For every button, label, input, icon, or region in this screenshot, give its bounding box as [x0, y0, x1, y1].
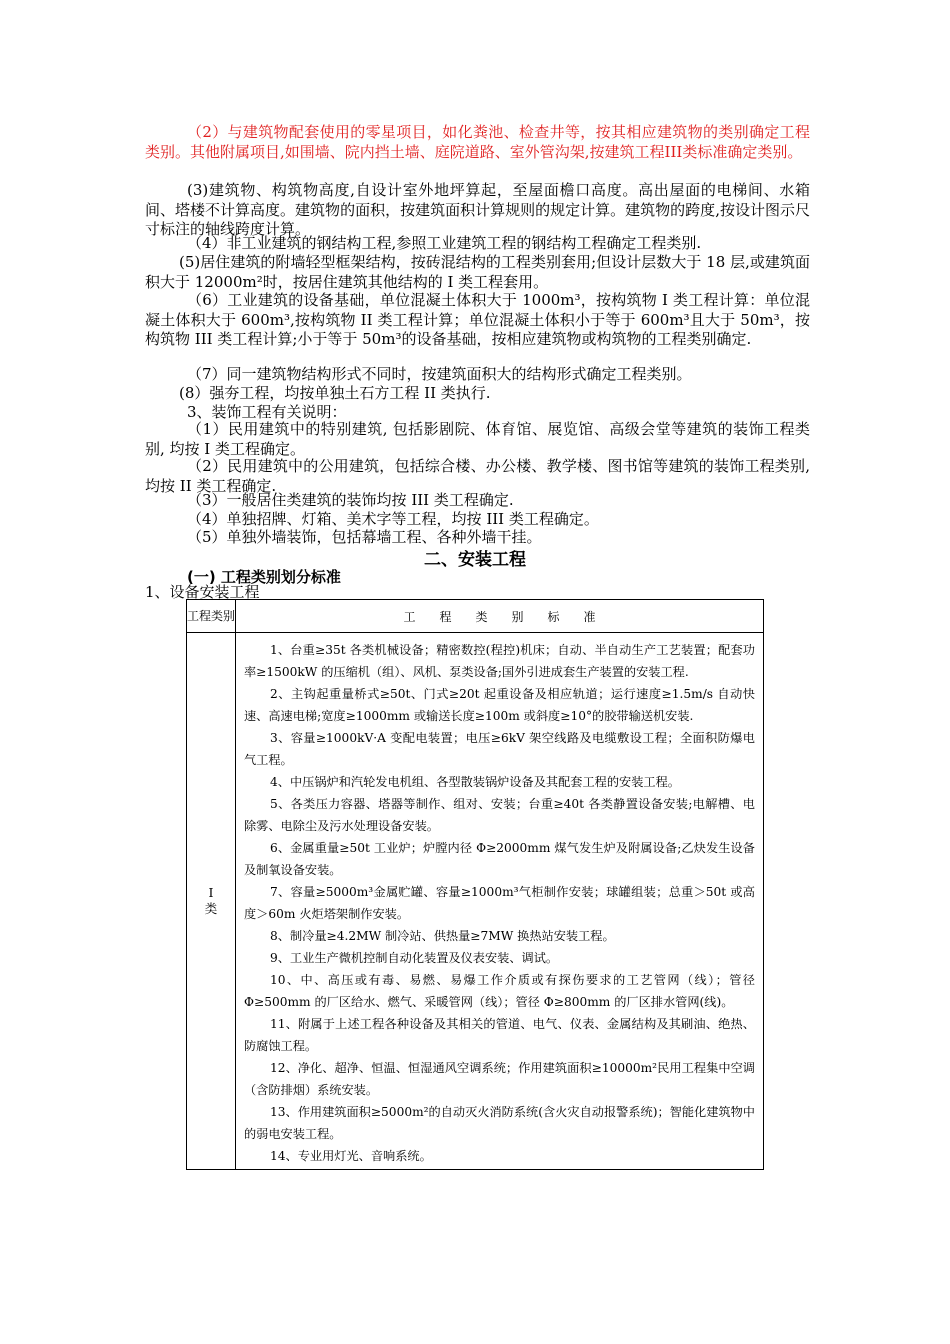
header-standard	[236, 600, 764, 633]
header-char: 准	[583, 609, 596, 624]
table-header-row	[187, 600, 764, 633]
paragraph-3: (3)建筑物、构筑物高度,自设计室外地坪算起，至屋面檐口高度。高出屋面的电梯间、水箱间、塔楼不计算高度。建筑物的面积，按建筑面积计算规则的规定计算。建筑物的跨度,按设计图示尺寸标注的轴线跨度计算。	[145, 181, 810, 238]
header-char: 标	[547, 609, 560, 624]
table-row	[187, 633, 764, 1170]
item-heading: 1、设备安装工程	[145, 583, 260, 601]
criteria-item: 1、台重≥35t 各类机械设备；精密数控(程控)机床；自动、半自动生产工艺装置；配套功率≥1500kW 的压缩机（组）、风机、泵类设备;国外引进成套生产装置的安装工程.	[244, 643, 755, 679]
category-cell	[187, 633, 236, 1170]
section-heading: 二、安装工程	[424, 550, 526, 570]
paragraph-6: （6）工业建筑的设备基础，单位混凝土体积大于 1000m³，按构筑物 I 类工程计算：单位混凝土体积大于 600m³,按构筑物 II 类工程计算；单位混凝土体积小于等于 600m³且大于 50m³，按构筑物 III 类工程计算;小于等于 50m³的设备基础，按相应建筑物或构筑物的工程类别确定.	[145, 291, 810, 348]
criteria-item: 2、主钩起重量桥式≥50t、门式≥20t 起重设备及相应轨道；运行速度≥1.5m/s 自动快速、高速电梯;宽度≥1000mm 或输送长度≥100m 或斜度≥10°的胶带输送机安装.	[244, 687, 755, 723]
criteria-item: 13、作用建筑面积≥5000m²的自动灭火消防系统(含火灾自动报警系统)；智能化建筑物中的弱电安装工程。	[244, 1105, 755, 1141]
criteria-item: 12、净化、超净、恒温、恒湿通风空调系统；作用建筑面积≥10000m²民用工程集中空调（含防排烟）系统安装。	[244, 1061, 755, 1097]
criteria-item: 10、中、高压或有毒、易燃、易爆工作介质或有探伤要求的工艺管网（线）；管径 Φ≥500mm 的厂区给水、燃气、采暖管网（线）；管径 Φ≥800mm 的厂区排水管网(线)。	[244, 973, 755, 1009]
paragraph-7: （7）同一建筑物结构形式不同时，按建筑面积大的结构形式确定工程类别。	[187, 365, 692, 383]
decor-paragraph-4: （4）单独招牌、灯箱、美术字等工程，均按 III 类工程确定。	[187, 510, 599, 528]
criteria-item: 6、金属重量≥50t 工业炉；炉膛内径 Φ≥2000mm 煤气发生炉及附属设备;乙炔发生设备及制氧设备安装。	[244, 841, 755, 877]
criteria-item: 14、专业用灯光、音响系统。	[270, 1149, 432, 1163]
decor-paragraph-2: （2）民用建筑中的公用建筑，包括综合楼、办公楼、教学楼、图书馆等建筑的装饰工程类别, 均按 II 类工程确定.	[145, 457, 810, 495]
criteria-item: 8、制冷量≥4.2MW 制冷站、供热量≥7MW 换热站安装工程。	[270, 929, 615, 943]
paragraph-4: （4）非工业建筑的钢结构工程,参照工业建筑工程的钢结构工程确定工程类别.	[187, 234, 702, 252]
criteria-item: 7、容量≥5000m³金属贮罐、容量≥1000m³气柜制作安装；球罐组装；总重＞50t 或高度＞60m 火炬塔架制作安装。	[244, 885, 755, 921]
paragraph-8: (8）强夯工程，均按单独土石方工程 II 类执行.	[179, 384, 491, 402]
criteria-cell	[236, 633, 764, 1170]
criteria-item: 5、各类压力容器、塔器等制作、组对、安装；台重≥40t 各类静置设备安装;电解槽、电除雾、电除尘及污水处理设备安装。	[244, 797, 755, 833]
header-char: 工	[403, 609, 416, 624]
header-char: 别	[511, 609, 524, 624]
criteria-item: 4、中压锅炉和汽轮发电机组、各型散装锅炉设备及其配套工程的安装工程。	[270, 775, 680, 789]
criteria-item: 11、附属于上述工程各种设备及其相关的管道、电气、仪表、金属结构及其刷油、绝热、防腐蚀工程。	[244, 1017, 755, 1053]
decor-paragraph-3: （3）一般居住类建筑的装饰均按 III 类工程确定.	[187, 491, 514, 509]
header-category: 工程类别	[187, 600, 236, 633]
paragraph-2-red: （2）与建筑物配套使用的零星项目，如化粪池、检查井等，按其相应建筑物的类别确定工程类别。其他附属项目,如围墙、院内挡土墙、庭院道路、室外管沟架,按建筑工程III类标准确定类别。	[145, 123, 810, 161]
subheading: (一) 工程类别划分标准	[187, 568, 341, 586]
classification-table	[186, 599, 764, 1170]
criteria-item: 9、工业生产微机控制自动化装置及仪表安装、调试。	[270, 951, 559, 965]
paragraph-5: (5)居住建筑的附墙轻型框架结构，按砖混结构的工程类别套用;但设计层数大于 18 层,或建筑面积大于 12000m²时，按居住建筑其他结构的 I 类工程套用。	[145, 253, 810, 291]
section-3-heading: 3、装饰工程有关说明：	[187, 403, 347, 421]
decor-paragraph-1: （1）民用建筑中的特别建筑, 包括影剧院、体育馆、展览馆、高级会堂等建筑的装饰工程类别, 均按 I 类工程确定。	[145, 420, 810, 458]
header-char: 程	[439, 609, 452, 624]
criteria-item: 3、容量≥1000kV·A 变配电装置；电压≥6kV 架空线路及电缆敷设工程；全面积防爆电气工程。	[244, 731, 755, 767]
header-char: 类	[475, 609, 488, 624]
category-label: I 类	[204, 885, 218, 916]
decor-paragraph-5: （5）单独外墙装饰，包括幕墙工程、各种外墙干挂。	[187, 528, 542, 546]
